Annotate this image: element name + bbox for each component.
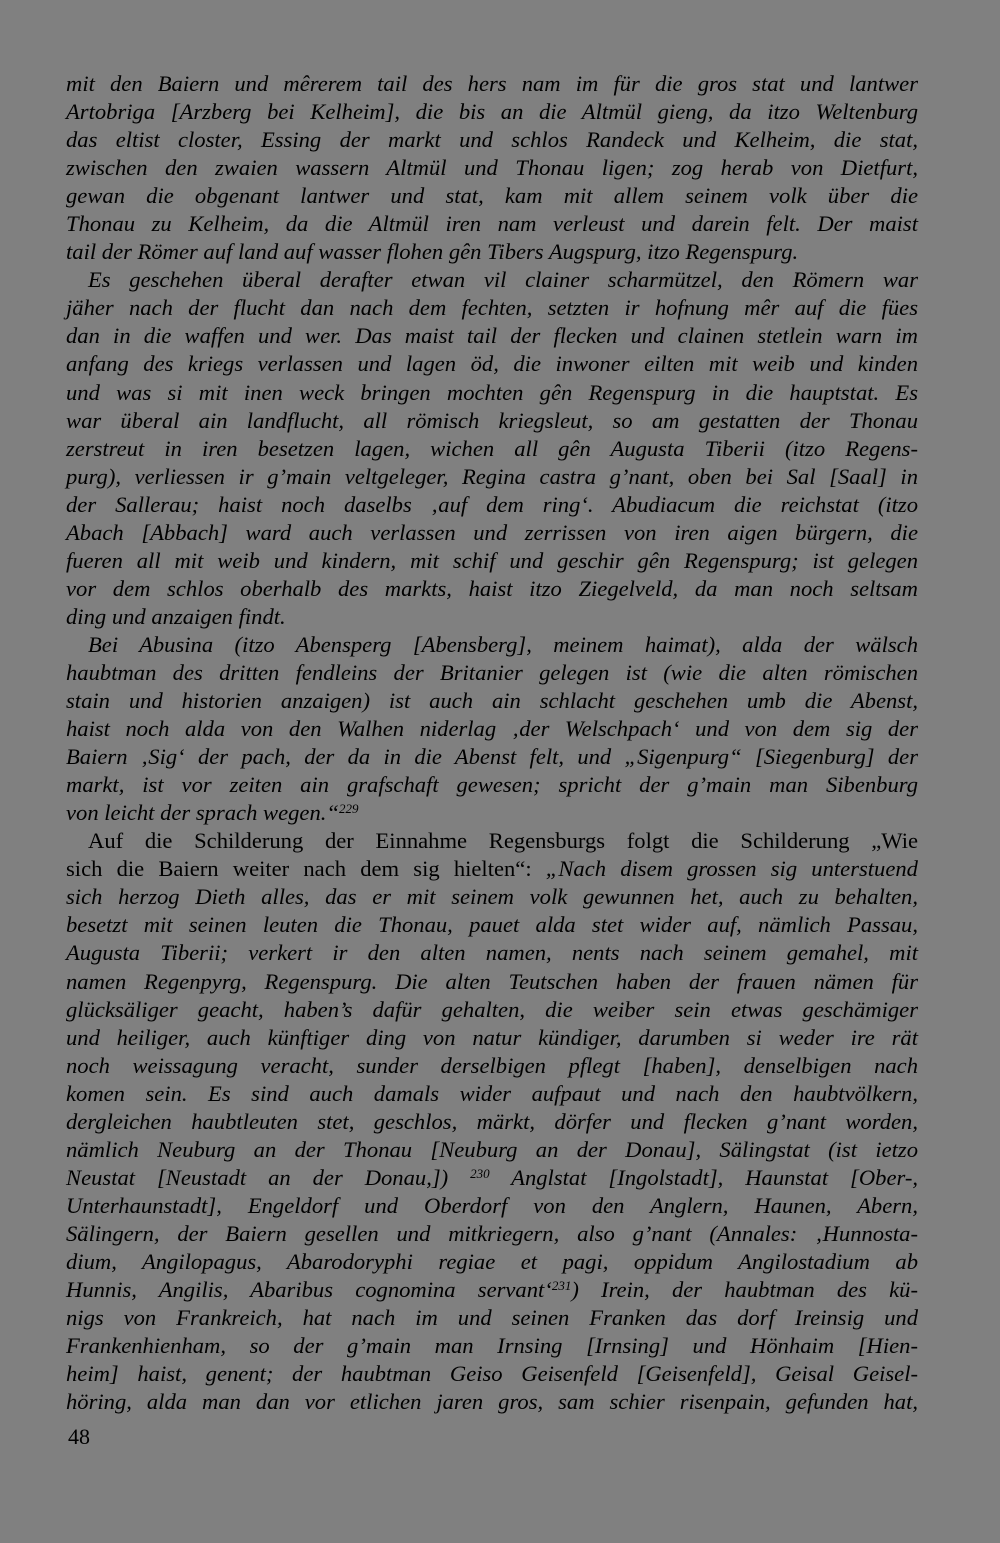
text-line xyxy=(66,491,918,519)
text-segment: der Sallerau; haist noch daselbs ‚auf dem ring‘. Abudiacum die reichstat (itzo xyxy=(66,491,918,517)
text-line xyxy=(66,350,918,378)
text-line xyxy=(66,1164,918,1192)
text-segment: Es geschehen überal derafter etwan vil clainer scharmützel, den Römern war xyxy=(88,267,918,293)
text-segment: purg), verliessen ir g’main veltgeleger, Regina castra g’nant, oben bei Sal [Saal] in xyxy=(66,463,918,489)
text-line xyxy=(66,1080,918,1108)
text-line xyxy=(66,294,918,322)
text-segment: namen Regenpyrg, Regenspurg. Die alten Teutschen haben der frauen nämen für xyxy=(66,968,918,994)
text-line xyxy=(66,1192,918,1220)
text-segment: Artobriga [Arzberg bei Kelheim], die bis an die Altmül gieng, da itzo Weltenburg xyxy=(66,99,918,125)
text-segment: ) Irein, der haubtman des kü- xyxy=(571,1277,918,1303)
text-line xyxy=(66,435,918,463)
text-line xyxy=(66,238,918,266)
text-line xyxy=(66,1276,918,1304)
text-segment: und was si mit inen weck bringen mochten gên Regenspurg in die hauptstat. Es xyxy=(66,379,918,405)
text-segment: markt, ist vor zeiten ain grafschaft gewesen; spricht der g’main man Sibenburg xyxy=(66,772,918,798)
text-segment: dium, Angilopagus, Abarodoryphi regiae et pagi, oppidum Angilostadium ab xyxy=(66,1248,918,1274)
text-segment: fueren all mit weib und kindern, mit schif und geschir gên Regenspurg; ist gelegen xyxy=(66,547,918,573)
text-line xyxy=(66,1304,918,1332)
text-line xyxy=(66,855,918,883)
text-segment: Anglstat [Ingolstadt], Haunstat [Ober-, xyxy=(489,1164,918,1190)
text-line xyxy=(66,575,918,603)
text-line xyxy=(66,407,918,435)
text-segment: Augusta Tiberii; verkert ir den alten namen, nents nach seinem gemahel, mit xyxy=(66,940,918,966)
text-segment: tail der Römer auf land auf wasser flohen gên Tibers Augspurg, itzo Regenspurg. xyxy=(66,239,799,265)
text-segment: nämlich Neuburg an der Thonau [Neuburg an der Donau], Sälingstat (ist ietzo xyxy=(66,1136,918,1162)
text-line xyxy=(66,322,918,350)
footnote-ref: 229 xyxy=(338,801,359,817)
text-segment: Thonau zu Kelheim, da die Altmül iren nam verleust und darein felt. Der maist xyxy=(66,211,918,237)
text-segment: und heiliger, auch künftiger ding von natur kündiger, darumben si weder ire rät xyxy=(66,1024,918,1050)
text-line xyxy=(66,827,918,855)
text-line xyxy=(66,1388,918,1416)
text-segment: ding und anzaigen findt. xyxy=(66,603,286,629)
text-line xyxy=(66,1220,918,1248)
text-line xyxy=(66,379,918,407)
text-segment: Bei Abusina (itzo Abensperg [Abensberg], meinem haimat), alda der wälsch xyxy=(88,631,918,657)
text-line xyxy=(66,911,918,939)
text-segment: jäher nach der flucht dan nach dem fechten, setzten ir hofnung mêr auf die fües xyxy=(66,295,918,321)
text-line xyxy=(66,519,918,547)
body-text xyxy=(66,70,918,1416)
footnote-ref: 231 xyxy=(551,1277,572,1293)
text-line xyxy=(66,743,918,771)
text-segment: Frankenhienham, so der g’main man Irnsing [Irnsing] und Hönhaim [Hien- xyxy=(66,1333,918,1359)
text-line xyxy=(66,547,918,575)
text-line xyxy=(66,603,918,631)
text-segment: Baiern ‚Sig‘ der pach, der da in die Abenst felt, und „Sigenpurg“ [Siegenburg] der xyxy=(66,744,918,770)
text-segment: haist noch alda von den Walhen niderlag ‚der Welschpach‘ und von dem sig der xyxy=(66,716,918,742)
text-segment: mit den Baiern und mêrerem tail des hers nam im für die gros stat und lantwer xyxy=(66,71,918,96)
text-segment: zerstreut in iren besetzen lagen, wichen all gên Augusta Tiberii (itzo Regens- xyxy=(66,435,918,461)
text-segment: sich herzog Dieth alles, das er mit seinem volk gewunnen het, auch zu behalten, xyxy=(66,884,918,910)
text-segment: war überal ain landflucht, all römisch kriegsleut, so am gestatten der Thonau xyxy=(66,407,918,433)
text-segment: Sälingern, der Baiern gesellen und mitkriegern, also g’nant (Annales: ‚Hunnosta- xyxy=(66,1220,918,1246)
text-segment: haubtman des dritten fendleins der Britanier gelegen ist (wie die alten römischen xyxy=(66,659,918,685)
text-line xyxy=(66,1052,918,1080)
text-segment: besetzt mit seinen leuten die Thonau, pauet alda stet wider auf, nämlich Passau, xyxy=(66,912,918,938)
text-segment: nigs von Frankreich, hat nach im und seinen Franken das dorf Ireinsig und xyxy=(66,1305,918,1331)
text-segment: glücksäliger geacht, haben’s dafür gehalten, die weiber sein etwas geschämiger xyxy=(66,996,918,1022)
text-line xyxy=(66,1024,918,1052)
text-segment: anfang des kriegs verlassen und lagen öd, die inwoner eilten mit weib und kinden xyxy=(66,351,918,377)
text-line xyxy=(66,463,918,491)
text-segment: komen sein. Es sind auch damals wider aufpaut und nach den haubtvölkern, xyxy=(66,1080,918,1106)
text-line xyxy=(66,98,918,126)
text-line xyxy=(66,1108,918,1136)
text-segment: Unterhaunstadt], Engeldorf und Oberdorf von den Anglern, Haunen, Abern, xyxy=(66,1192,918,1218)
text-line xyxy=(66,126,918,154)
text-line xyxy=(66,939,918,967)
text-line xyxy=(66,1136,918,1164)
text-line xyxy=(66,266,918,294)
text-segment: Auf die Schilderung der Einnahme Regensburgs folgt die Schilderung „Wie xyxy=(88,828,918,854)
text-segment: Neustat [Neustadt an der Donau,]) xyxy=(66,1164,471,1190)
text-line xyxy=(66,70,918,98)
text-segment: noch weissagung veracht, sunder derselbigen pflegt [haben], denselbigen nach xyxy=(66,1052,918,1078)
text-segment: stain und historien anzaigen) ist auch ain schlacht geschehen umb die Abenst, xyxy=(66,688,918,714)
text-line xyxy=(66,687,918,715)
text-segment: Hunnis, Angilis, Abaribus cognomina servant‘ xyxy=(66,1277,552,1303)
text-line xyxy=(66,659,918,687)
footnote-ref: 230 xyxy=(470,1165,490,1181)
text-line xyxy=(66,1248,918,1276)
text-segment: vor dem schlos oberhalb des markts, haist itzo Ziegelveld, da man noch seltsam xyxy=(66,575,918,601)
page-number: 48 xyxy=(68,1424,90,1449)
text-line xyxy=(66,154,918,182)
text-segment: von leicht der sprach wegen.“ xyxy=(66,800,339,826)
text-segment: höring, alda man dan vor etlichen jaren gros, sam schier risenpain, gefunden hat, xyxy=(66,1389,918,1415)
text-segment: sich die Baiern weiter nach dem sig hielten“: xyxy=(66,856,546,882)
text-line xyxy=(66,799,918,827)
text-segment: dan in die waffen und wer. Das maist tail der flecken und clainen stetlein warn im xyxy=(66,323,918,349)
text-line xyxy=(66,1332,918,1360)
text-line xyxy=(66,182,918,210)
text-line xyxy=(66,1360,918,1388)
text-line xyxy=(66,715,918,743)
text-segment: dergleichen haubtleuten stet, geschlos, märkt, dörfer und flecken g’nant worden, xyxy=(66,1108,918,1134)
text-line xyxy=(66,631,918,659)
text-line xyxy=(66,883,918,911)
text-line xyxy=(66,210,918,238)
text-line xyxy=(66,968,918,996)
text-segment: zwischen den zwaien wassern Altmül und Thonau ligen; zog herab von Dietfurt, xyxy=(66,155,918,181)
text-segment: heim] haist, genent; der haubtman Geiso Geisenfeld [Geisenfeld], Geisal Geisel- xyxy=(66,1361,918,1387)
text-segment: das eltist closter, Essing der markt und schlos Randeck und Kelheim, die stat, xyxy=(66,127,918,153)
text-segment: Abach [Abbach] ward auch verlassen und zerrissen von iren aigen bürgern, die xyxy=(66,519,918,545)
text-segment: „Nach disem grossen sig unterstuend xyxy=(545,856,918,882)
text-line xyxy=(66,771,918,799)
text-segment: gewan die obgenant lantwer und stat, kam mit allem seinem volk über die xyxy=(66,183,918,209)
text-line xyxy=(66,996,918,1024)
